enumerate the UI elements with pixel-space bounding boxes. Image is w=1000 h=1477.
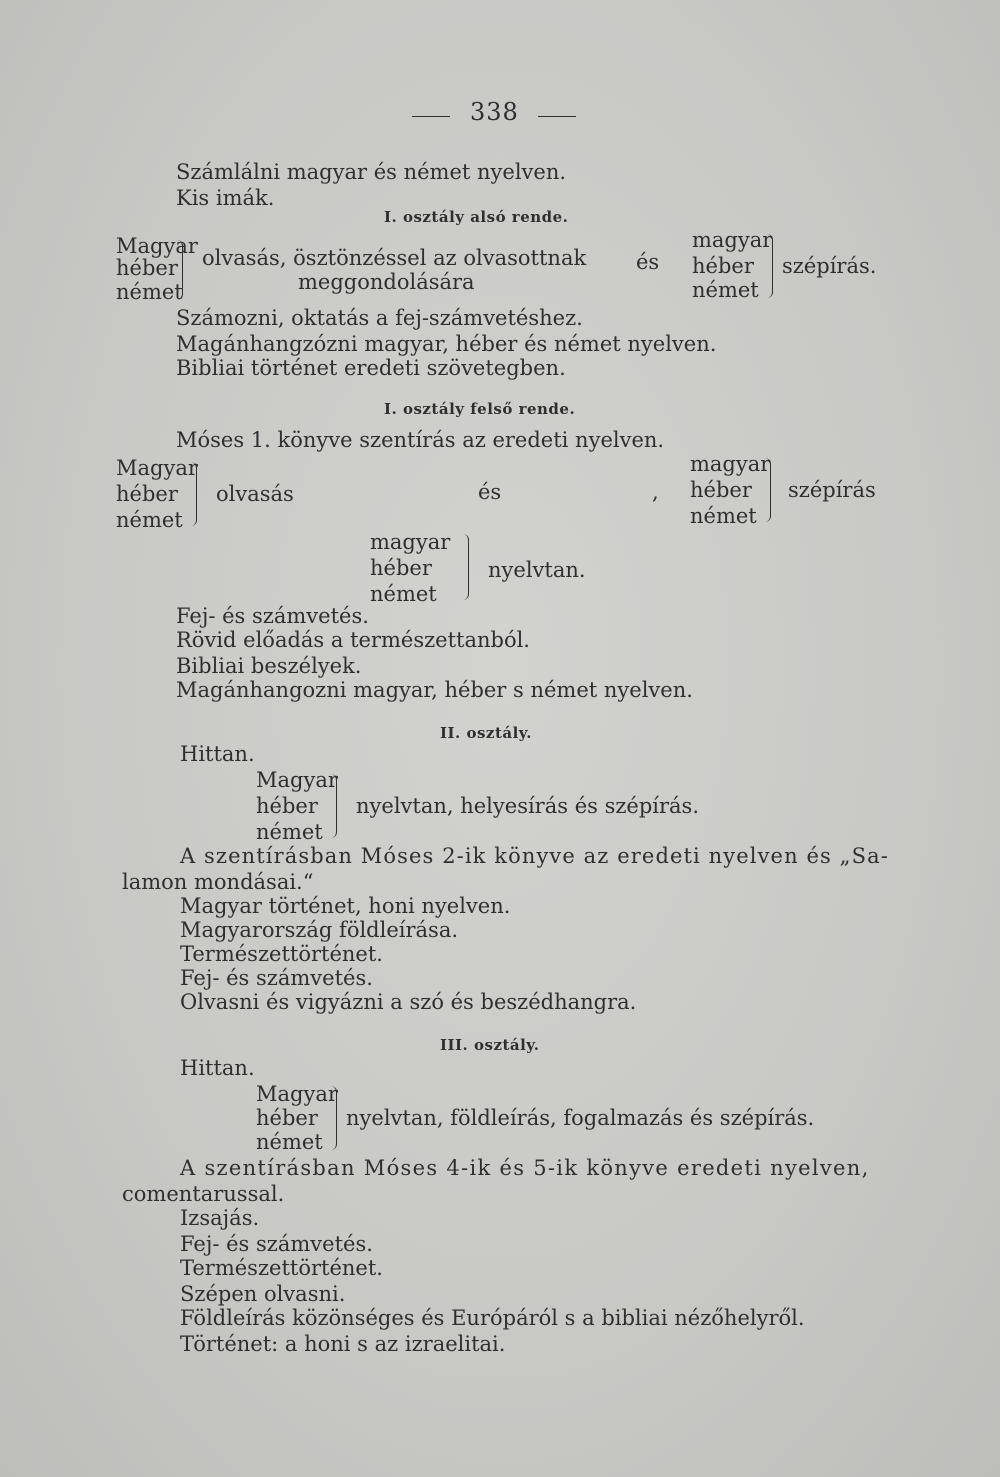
text-1a-1: Magánhangzózni magyar, héber és német nyelven. bbox=[176, 332, 717, 356]
lang2-1b-0: magyar bbox=[690, 452, 771, 476]
brace-3 bbox=[330, 1086, 337, 1150]
para-2-line-1: A szentírásban Móses 2-ik könyve az eredeti nyelven és „Sa- bbox=[180, 844, 889, 868]
section-heading-3: III. osztály. bbox=[440, 1036, 540, 1054]
text-2-0: Magyar történet, honi nyelven. bbox=[180, 894, 511, 918]
lang-1b-1: héber bbox=[116, 482, 178, 506]
text-3-0: Izsajás. bbox=[180, 1206, 260, 1230]
lang2-1a-2: német bbox=[692, 278, 759, 302]
reading-line-1: olvasás, ösztönzéssel az olvasottnak bbox=[202, 246, 587, 270]
lang-1a-2: német bbox=[116, 280, 183, 304]
page-number: 338 bbox=[470, 98, 519, 126]
subjects-2: nyelvtan, helyesírás és szépírás. bbox=[356, 794, 700, 818]
writing-1a: szépírás. bbox=[782, 254, 877, 278]
text-2-2: Természettörténet. bbox=[180, 942, 383, 966]
reading-1b: olvasás bbox=[216, 482, 294, 506]
lang-1a-0: Magyar bbox=[116, 234, 198, 258]
hittan-2: Hittan. bbox=[180, 742, 255, 766]
text-2-1: Magyarország földleírása. bbox=[180, 918, 459, 942]
para-3-line-2: comentarussal. bbox=[122, 1182, 285, 1206]
lang-1b-2: német bbox=[116, 508, 183, 532]
text-3-3: Szépen olvasni. bbox=[180, 1282, 346, 1306]
text-1b-0: Fej- és számvetés. bbox=[176, 604, 369, 628]
para-3-line-1: A szentírásban Móses 4-ik és 5-ik könyve eredeti nyelven, bbox=[180, 1156, 870, 1180]
page-number-dash-left bbox=[412, 116, 450, 117]
grammar-1b: nyelvtan. bbox=[488, 558, 586, 582]
text-1b-1: Rövid előadás a természettanból. bbox=[176, 628, 530, 652]
lang2-1b-2: német bbox=[690, 504, 757, 528]
moses-line: Móses 1. könyve szentírás az eredeti nyelven. bbox=[176, 428, 665, 452]
brace-1b-grammar bbox=[462, 534, 469, 600]
lang-2-0: Magyar bbox=[256, 768, 338, 792]
intro-line-1: Számlálni magyar és német nyelven. bbox=[176, 160, 567, 184]
brace-1a-left bbox=[176, 240, 183, 300]
lang2-1b-1: héber bbox=[690, 478, 752, 502]
text-1b-3: Magánhangozni magyar, héber s német nyelven. bbox=[176, 678, 693, 702]
text-1a-2: Bibliai történet eredeti szövetegben. bbox=[176, 356, 566, 380]
lang3-1b-0: magyar bbox=[370, 530, 451, 554]
text-2-4: Olvasni és vigyázni a szó és beszédhangra. bbox=[180, 990, 637, 1014]
and-1b: és bbox=[478, 480, 502, 504]
lang3-1b-1: héber bbox=[370, 556, 432, 580]
intro-line-2: Kis imák. bbox=[176, 186, 275, 210]
page-number-dash-right bbox=[538, 116, 576, 117]
lang-2-1: héber bbox=[256, 794, 318, 818]
and-1a: és bbox=[636, 250, 660, 274]
comma-1b: , bbox=[652, 480, 659, 504]
lang2-1a-1: héber bbox=[692, 254, 754, 278]
brace-2 bbox=[330, 774, 337, 838]
text-1a-0: Számozni, oktatás a fej-számvetéshez. bbox=[176, 306, 583, 330]
section-heading-2: II. osztály. bbox=[440, 724, 533, 742]
subjects-3: nyelvtan, földleírás, fogalmazás és szépírás. bbox=[346, 1106, 815, 1130]
lang-1a-1: héber bbox=[116, 256, 178, 280]
lang-3-0: Magyar bbox=[256, 1082, 338, 1106]
text-3-5: Történet: a honi s az izraelitai. bbox=[180, 1332, 506, 1356]
brace-1a-right bbox=[766, 234, 773, 298]
text-3-2: Természettörténet. bbox=[180, 1256, 383, 1280]
text-2-3: Fej- és számvetés. bbox=[180, 966, 373, 990]
section-heading-1a: I. osztály alsó rende. bbox=[384, 208, 569, 226]
section-heading-1b: I. osztály felső rende. bbox=[384, 400, 576, 418]
text-3-1: Fej- és számvetés. bbox=[180, 1232, 373, 1256]
lang-1b-0: Magyar bbox=[116, 456, 198, 480]
lang3-1b-2: német bbox=[370, 582, 437, 606]
para-2-line-2: lamon mondásai.“ bbox=[122, 870, 314, 894]
lang-3-1: héber bbox=[256, 1106, 318, 1130]
writing-1b: szépírás bbox=[788, 478, 876, 502]
lang-3-2: német bbox=[256, 1130, 323, 1154]
lang2-1a-0: magyar bbox=[692, 228, 773, 252]
text-3-4: Földleírás közönséges és Európáról s a bibliai nézőhelyről. bbox=[180, 1306, 805, 1330]
reading-line-2: meggondolására bbox=[298, 270, 475, 294]
brace-1b-left bbox=[190, 462, 197, 526]
hittan-3: Hittan. bbox=[180, 1056, 255, 1080]
text-1b-2: Bibliai beszélyek. bbox=[176, 654, 362, 678]
brace-1b-right bbox=[764, 458, 771, 522]
lang-2-2: német bbox=[256, 820, 323, 844]
